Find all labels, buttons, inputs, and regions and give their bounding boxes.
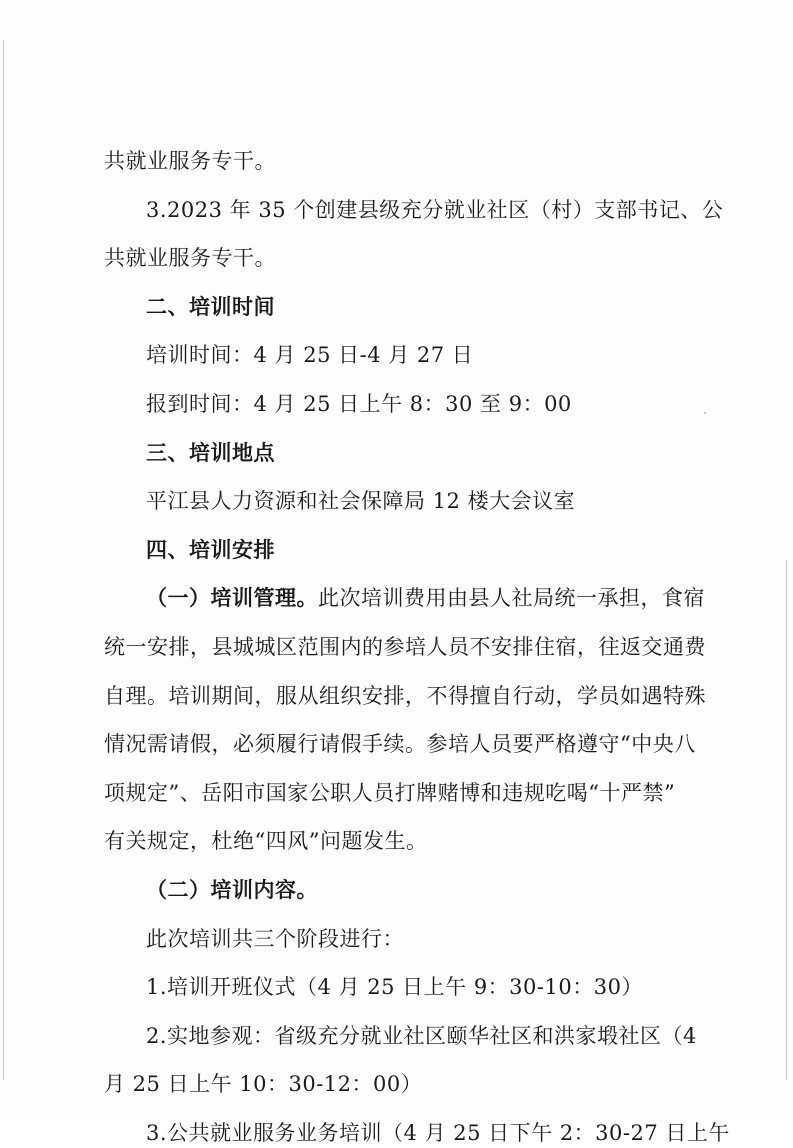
scan-edge-right	[786, 560, 787, 1080]
body-line: 有关规定，杜绝“四风”问题发生。	[104, 829, 428, 854]
section-heading-arrangement: 四、培训安排	[146, 537, 275, 562]
paragraph-management-first-line	[146, 583, 705, 613]
subheading-management: （一）培训管理。	[146, 586, 318, 611]
agenda-item-3: 3.公共就业服务业务培训（4 月 25 日下午 2：30-27 日上午	[146, 1121, 730, 1145]
subheading-content: （二）培训内容。	[146, 878, 318, 902]
body-line: 自理。培训期间，服从组织安排，不得擅自行动，学员如遇特殊	[104, 683, 706, 708]
body-line: 共就业服务专干。	[104, 246, 276, 271]
training-location: 平江县人力资源和社会保障局 12 楼大会议室	[146, 489, 576, 514]
agenda-item-2: 2.实地参观：省级充分就业社区颐华社区和洪家塅社区（4	[146, 1023, 697, 1048]
body-line: 共就业服务专干。	[104, 149, 276, 173]
body-line: 项规定”、岳阳市国家公职人员打牌赌博和违规吃喝“十严禁”	[104, 780, 676, 805]
body-line: 此次培训共三个阶段进行：	[146, 926, 404, 951]
training-period: 培训时间：4 月 25 日-4 月 27 日	[146, 343, 474, 368]
section-heading-location: 三、培训地点	[146, 440, 275, 465]
check-in-time: 报到时间：4 月 25 日上午 8：30 至 9：00	[146, 392, 572, 416]
body-line: 3.2023 年 35 个创建县级充分就业社区（村）支部书记、公	[146, 197, 724, 222]
section-heading-time: 二、培训时间	[146, 294, 275, 319]
body-text: 此次培训费用由县人社局统一承担，食宿	[318, 586, 705, 611]
scan-speck	[704, 412, 706, 414]
agenda-item-1: 1.培训开班仪式（4 月 25 日上午 9：30-10：30）	[146, 975, 643, 1000]
body-line: 情况需请假，必须履行请假手续。参培人员要严格遵守“中央八	[104, 732, 696, 757]
agenda-item-2-cont: 月 25 日上午 10：30-12：00）	[104, 1072, 423, 1097]
scan-edge-left	[3, 40, 4, 1080]
body-line: 统一安排，县城城区范围内的参培人员不安排住宿，往返交通费	[104, 635, 706, 659]
